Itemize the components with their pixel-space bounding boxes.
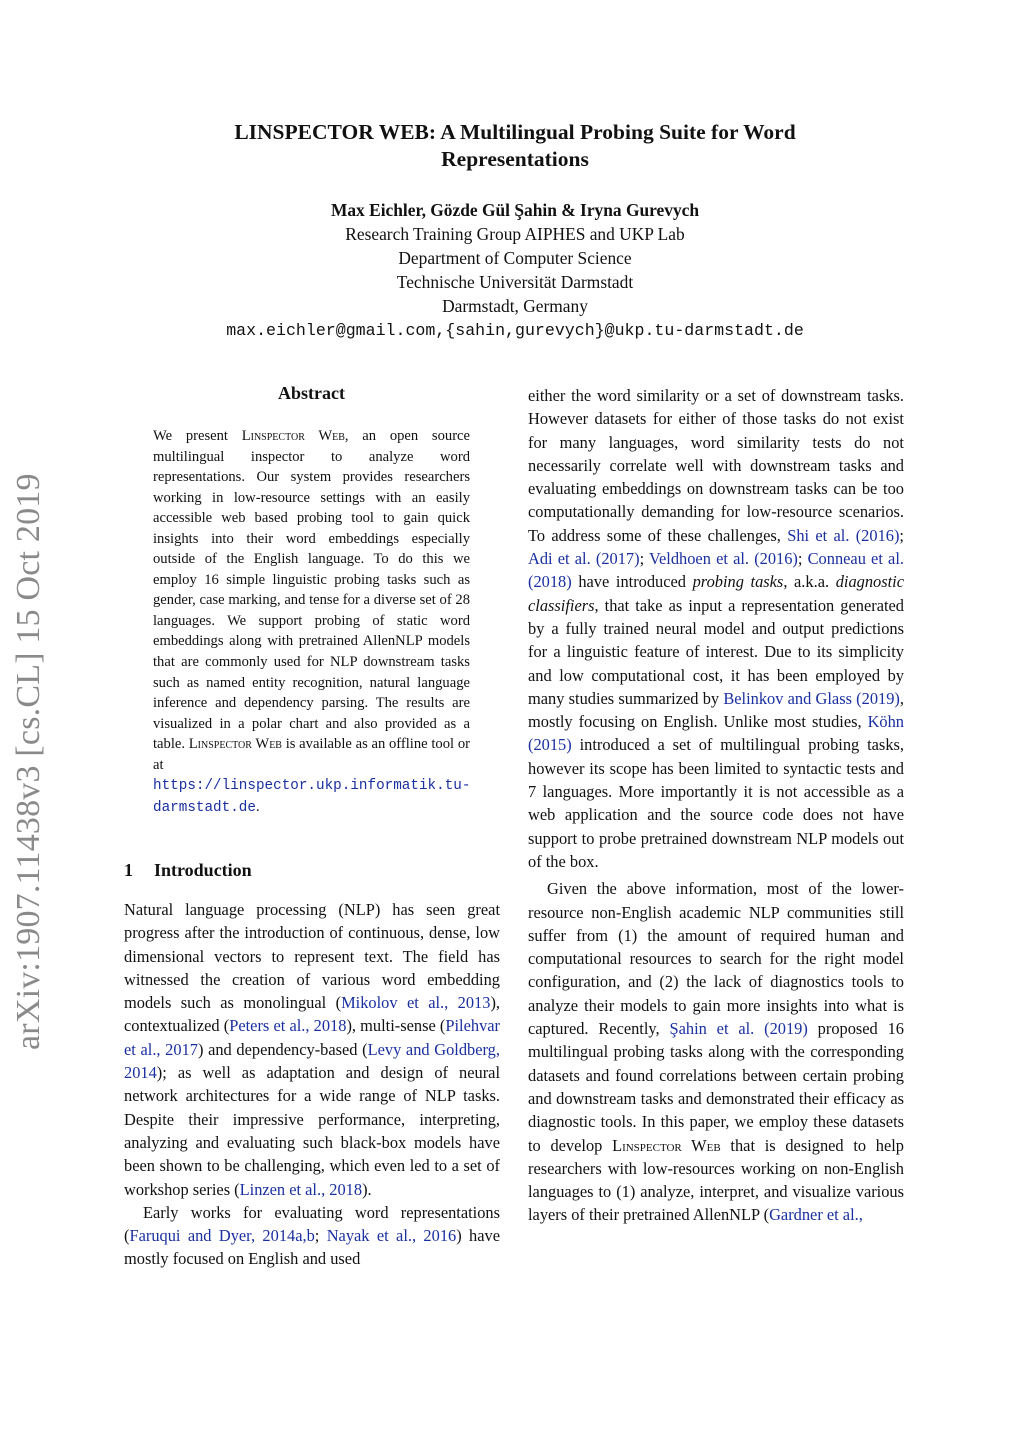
paragraph <box>528 877 904 1226</box>
citation-year-link[interactable]: (2015) <box>528 735 572 755</box>
body-text: ). <box>362 1179 372 1199</box>
section-heading-introduction <box>124 860 252 881</box>
title-line-2: Representations <box>441 147 589 171</box>
affiliation-1: Research Training Group AIPHES and UKP Lab <box>345 224 685 244</box>
paper-title <box>130 119 900 173</box>
citation-year-link[interactable]: (2019) <box>856 688 900 708</box>
citation-year-link[interactable]: (2017) <box>595 549 640 569</box>
citation-link[interactable]: Adi et al. <box>528 549 591 569</box>
system-name: Linspector Web <box>612 1135 721 1155</box>
citation-link[interactable]: Linzen et al., 2018 <box>239 1179 363 1199</box>
citation-link[interactable]: Nayak et al., 2016 <box>326 1226 457 1246</box>
body-text: ); as well as adaptation and design of neural network architectures for a wide range of NLP tasks. Despite their impressive performance, interpreting, analyzing and evaluating such black-box models have been shown to be challenging, which even led to a set of workshop series ( <box>124 1063 500 1199</box>
title-line-1: LINSPECTOR WEB: A Multilingual Probing Suite for Word <box>234 120 796 144</box>
citation-link[interactable]: Faruqui and Dyer, 2014a,b <box>129 1226 315 1246</box>
author-names: Max Eichler, Gözde Gül Şahin & Iryna Gurevych <box>330 200 700 220</box>
paragraph <box>124 1201 500 1271</box>
citation-link[interactable]: Gardner et al., <box>769 1205 863 1225</box>
affiliation-2: Department of Computer Science <box>398 248 632 268</box>
body-text: Early works for evaluating word representations ( <box>124 1202 500 1246</box>
paragraph <box>124 898 500 1201</box>
body-text: , that take as input a representation generated by a fully trained neural model and output predictions for a linguistic feature of interest. Due to its simplicity and low computational cost, it has been employed by many studies summarized by <box>528 595 904 708</box>
body-text: Natural language processing (NLP) has seen great progress after the introduction of continuous, dense, low dimensional vectors to represent text. The field has witnessed the creation of various word embedding models such as monolingual ( <box>124 900 500 1013</box>
citation-link[interactable]: Şahin et al. <box>669 1019 755 1039</box>
body-text: have introduced <box>571 572 693 592</box>
citation-year-link[interactable]: (2019) <box>764 1019 808 1039</box>
section-title: Introduction <box>154 860 252 880</box>
email-2: {sahin,gurevych}@ukp.tu-darmstadt.de <box>445 321 804 340</box>
body-text: ; <box>797 549 808 569</box>
section-number: 1 <box>124 860 133 880</box>
left-column-text <box>124 898 500 1271</box>
abstract-text: . <box>255 798 260 815</box>
body-text: proposed 16 multilingual probing tasks along with the corresponding datasets and found correlations between certain probing and downstream tasks and demonstrated their efficacy as diagnostic tools. In this paper, we employ these datasets to develop <box>528 1019 904 1155</box>
citation-year-link[interactable]: (2018) <box>528 572 572 592</box>
body-text: ), multi-sense ( <box>346 1016 446 1036</box>
email-1: max.eichler@gmail.com, <box>226 321 446 340</box>
body-text: ; <box>639 549 649 569</box>
body-text: , a.k.a. <box>783 572 836 592</box>
body-text: ), contextualized ( <box>124 993 500 1036</box>
body-text: , mostly focusing on English. Unlike most studies, <box>528 688 904 732</box>
body-text: ; <box>314 1226 327 1246</box>
citation-year-link[interactable]: (2016) <box>754 549 798 569</box>
citation-link[interactable]: Peters et al., 2018 <box>229 1016 347 1036</box>
abstract-text: We present <box>153 428 242 444</box>
affiliation-3: Technische Universität Darmstadt <box>396 272 634 292</box>
body-text: that is designed to help researchers with low-resources working on non-English languages to (1) analyze, interpret, and visualize various layers of their pretrained AllenNLP ( <box>528 1135 904 1225</box>
citation-link[interactable]: Conneau et al. <box>807 549 904 569</box>
body-text: either the word similarity or a set of downstream tasks. However datasets for either of those tasks do not exist for many languages, word similarity tests do not necessarily correlate well with downstream tasks and evaluating embeddings on downstream tasks can be too computationally demanding for low-resource scenarios. To address some of these challenges, <box>528 386 904 545</box>
citation-link[interactable]: Köhn <box>867 712 904 732</box>
abstract-body <box>153 426 470 818</box>
author-block <box>130 198 900 343</box>
citation-link[interactable]: Levy and Goldberg, 2014 <box>124 1039 500 1083</box>
citation-link[interactable]: Shi et al. <box>787 525 850 545</box>
arxiv-identifier: arXiv:1907.11438v3 [cs.CL] 15 Oct 2019 <box>10 473 47 1050</box>
citation-link[interactable]: Belinkov and Glass <box>723 688 852 708</box>
paragraph <box>528 384 904 873</box>
abstract-text: , an open source multilingual inspector to analyze word representations. Our system provides researchers working in low-resource settings with an easily accessible web based probing tool to gain quick insights into their word embeddings especially outside of the English language. To do this we employ 16 simple linguistic probing tasks such as gender, case marking, and tense for a diverse set of 28 languages. We support probing of static word embeddings along with pretrained AllenNLP models that are commonly used for NLP downstream tasks such as named entity recognition, natural language inference and dependency parsing. The results are visualized in a polar chart and also provided as a table. <box>153 428 471 753</box>
abstract-text: is available as an offline tool or at <box>153 736 470 773</box>
body-text: ) have mostly focused on English and used <box>124 1226 500 1269</box>
body-text: introduced a set of multilingual probing tasks, however its scope has been limited to syntactic tests and 7 languages. More importantly it is not accessible as a web application and the source code does not have support to probe pretrained downstream NLP models out of the box. <box>528 735 904 871</box>
right-column-text <box>528 384 904 1227</box>
emphasized-term: diagnostic classifiers <box>528 572 904 615</box>
citation-link[interactable]: Mikolov et al., 2013 <box>341 993 491 1013</box>
body-text: ; <box>899 525 904 545</box>
citation-link[interactable]: Pilehvar et al., 2017 <box>124 1016 501 1059</box>
body-text: Given the above information, most of the lower-resource non-English academic NLP communities still suffer from (1) the amount of required human and computational resources to search for the right model configuration, and (2) the lack of diagnostics tools to analyze their models to gain more insights into what is captured. Recently, <box>528 879 904 1039</box>
emphasized-term: probing tasks <box>692 572 784 592</box>
body-text: ) and dependency-based ( <box>197 1039 368 1059</box>
author-emails <box>130 318 900 343</box>
affiliation-4: Darmstadt, Germany <box>442 296 588 316</box>
citation-year-link[interactable]: (2016) <box>855 525 900 545</box>
abstract-heading: Abstract <box>278 383 345 403</box>
system-url-link[interactable]: https://linspector.ukp.informatik.tu-darmstadt.de <box>153 778 471 816</box>
citation-link[interactable]: Veldhoen et al. <box>649 549 750 569</box>
system-name: Linspector Web <box>188 736 282 753</box>
system-name: Linspector Web <box>241 428 345 444</box>
